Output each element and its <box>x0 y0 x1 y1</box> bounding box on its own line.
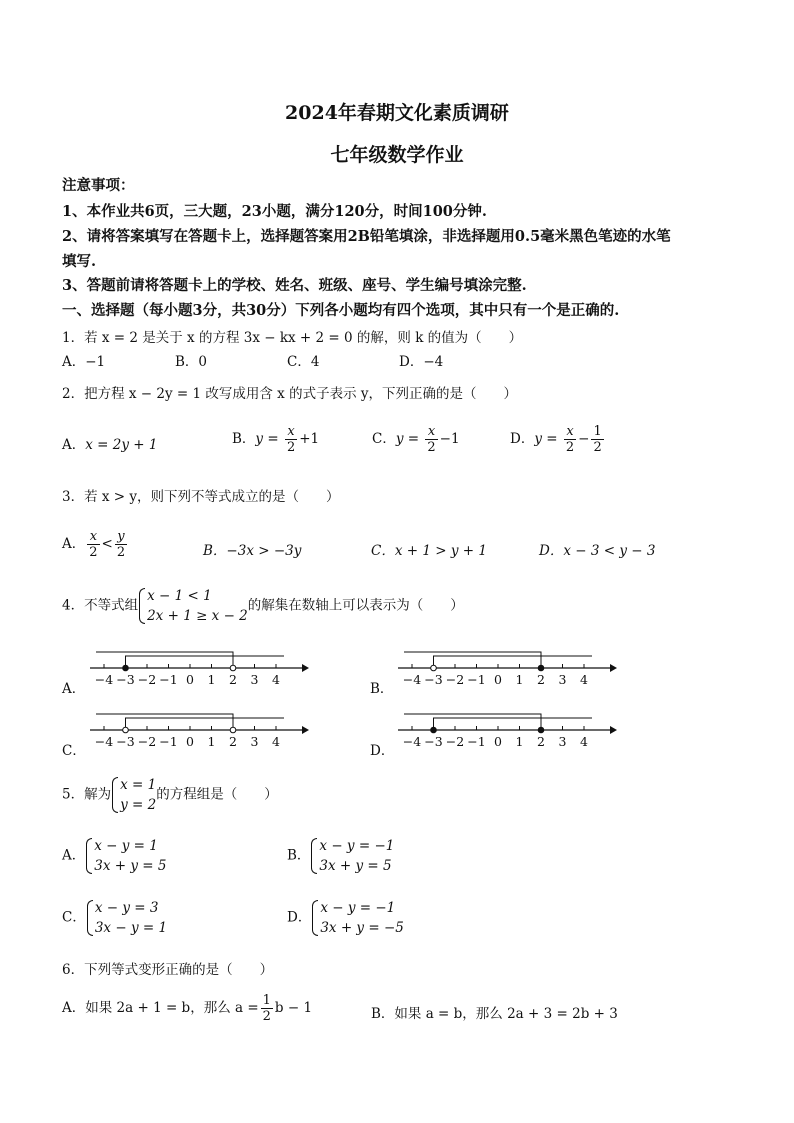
fraction: $\frac{x}{2}$ <box>89 529 98 560</box>
q5-option-b <box>287 836 394 876</box>
option-letter: D． <box>510 431 535 447</box>
stem-text: 4．不等式组 <box>62 597 139 614</box>
tick-label: 3 <box>558 734 567 749</box>
option-expression: A．如果 2a + 1 = b，那么 a = <box>62 1000 259 1016</box>
tick-label: 0 <box>494 672 502 687</box>
q2-option-b <box>232 424 319 455</box>
open-endpoint <box>230 727 236 733</box>
page-subtitle: 七年级数学作业 <box>330 144 464 166</box>
tick-label: −4 <box>402 672 422 687</box>
option-letter: B． <box>287 847 311 864</box>
number-line-b <box>396 648 618 694</box>
tick-label: 2 <box>229 672 237 687</box>
number-line-c <box>88 710 310 756</box>
question-1-stem: 1．若 x = 2 是关于 x 的方程 3x − kx + 2 = 0 的解，则 k 的值为（ ） <box>62 330 523 346</box>
equation-system: x − y = −1 3x + y = −5 <box>311 898 404 938</box>
question-6-stem: 6．下列等式变形正确的是（ ） <box>62 962 274 978</box>
tick-label: 2 <box>537 672 545 687</box>
q3-option-c: C．x + 1 > y + 1 <box>371 543 487 559</box>
tick-label: 4 <box>272 734 280 749</box>
tick-label: −3 <box>116 672 135 687</box>
question-5-stem <box>62 775 278 815</box>
tick-label: −4 <box>94 734 114 749</box>
tick-label: −4 <box>402 734 422 749</box>
solution-ray-left <box>404 652 541 668</box>
q5-option-a <box>62 836 166 876</box>
option-expression: b − 1 <box>274 1000 313 1016</box>
question-4-stem <box>62 586 464 626</box>
q1-option-a: A．−1 <box>62 354 106 370</box>
arrow-icon <box>302 726 309 734</box>
open-endpoint <box>123 727 129 733</box>
tick-label: 3 <box>558 672 567 687</box>
inequality-system: x − 1 < 1 2x + 1 ≥ x − 2 <box>138 586 248 626</box>
option-expression: y = <box>255 431 279 447</box>
fraction: $\frac{x}{2}$ <box>565 424 575 455</box>
fraction: $\frac{1}{2}$ <box>262 993 271 1024</box>
solution-ray-left <box>96 714 233 730</box>
q2-option-c <box>372 424 460 455</box>
section-heading: 一、选择题（每小题3分，共30分）下列各小题均有四个选项，其中只有一个是正确的. <box>62 302 620 319</box>
q3-option-d: D．x − 3 < y − 3 <box>539 543 656 559</box>
tick-label: −1 <box>467 734 486 749</box>
q3-option-a <box>62 529 129 560</box>
arrow-icon <box>610 726 617 734</box>
tick-label: 3 <box>250 672 259 687</box>
tick-label: 4 <box>272 672 280 687</box>
tick-label: −1 <box>159 734 178 749</box>
q1-option-c: C．4 <box>287 354 320 370</box>
q4-option-d-label: D． <box>370 743 395 759</box>
relation-sign: < <box>101 536 113 552</box>
solution-ray-left <box>96 652 233 668</box>
tick-label: −2 <box>137 672 157 687</box>
closed-endpoint <box>123 665 129 671</box>
tick-label: −2 <box>445 672 465 687</box>
option-expression: y = <box>395 431 420 447</box>
option-letter: A． <box>62 437 86 453</box>
q4-option-b-label: B． <box>370 681 394 697</box>
fraction: $\frac{1}{2}$ <box>593 424 602 455</box>
q1-option-b: B．0 <box>175 354 208 370</box>
solution-system: x = 1 y = 2 <box>111 775 156 815</box>
tick-label: −2 <box>137 734 157 749</box>
tick-label: −4 <box>94 672 114 687</box>
tick-label: 2 <box>229 734 237 749</box>
number-line-a <box>88 648 310 694</box>
q5-option-c <box>62 898 167 938</box>
open-endpoint <box>230 665 236 671</box>
tick-label: 3 <box>250 734 259 749</box>
page-title: 2024年春期文化素质调研 <box>285 102 509 124</box>
option-letter: A． <box>62 847 86 864</box>
tick-label: 0 <box>494 734 502 749</box>
tick-label: 1 <box>207 734 216 749</box>
solution-ray-right <box>434 718 593 730</box>
tick-label: 2 <box>537 734 545 749</box>
stem-text: 的解集在数轴上可以表示为（ ） <box>247 597 464 614</box>
equation-system: x − y = 3 3x − y = 1 <box>86 898 167 938</box>
option-letter: D． <box>287 909 312 926</box>
closed-endpoint <box>538 665 544 671</box>
arrow-icon <box>610 664 617 672</box>
tick-label: −1 <box>467 672 486 687</box>
q6-option-a <box>62 993 312 1024</box>
fraction: $\frac{x}{2}$ <box>427 424 436 455</box>
stem-text: 5．解为 <box>62 786 112 803</box>
notes-heading: 注意事项： <box>62 177 135 194</box>
note-item: 2、请将答案填写在答题卡上，选择题答案用2B铅笔填涂，非选择题用0.5毫米黑色笔迹的水笔 <box>62 228 671 245</box>
note-item: 3、答题前请将答题卡上的学校、姓名、班级、座号、学生编号填涂完整. <box>62 277 527 294</box>
q4-option-a-label: A． <box>62 681 86 697</box>
option-expression: − <box>578 431 590 447</box>
question-2-stem: 2．把方程 x − 2y = 1 改写成用含 x 的式子表示 y，下列正确的是（ ） <box>62 386 517 402</box>
q2-option-a <box>62 433 157 453</box>
question-3-stem: 3．若 x > y，则下列不等式成立的是（ ） <box>62 489 340 505</box>
tick-label: −3 <box>424 672 443 687</box>
solution-ray-right <box>126 656 285 668</box>
arrow-icon <box>302 664 309 672</box>
q4-option-c-label: C． <box>62 743 86 759</box>
tick-label: 1 <box>515 672 524 687</box>
number-line-d <box>396 710 618 756</box>
option-expression: +1 <box>299 431 320 447</box>
solution-ray-right <box>126 718 285 730</box>
equation-system: x − y = −1 3x + y = 5 <box>310 836 394 876</box>
option-expression: x = 2y + 1 <box>85 437 158 453</box>
closed-endpoint <box>431 727 437 733</box>
stem-text: 的方程组是（ ） <box>156 786 278 803</box>
tick-label: 1 <box>207 672 216 687</box>
open-endpoint <box>431 665 437 671</box>
tick-label: 0 <box>186 672 194 687</box>
equation-system: x − y = 1 3x + y = 5 <box>85 836 166 876</box>
q5-option-d <box>287 898 404 938</box>
tick-label: −1 <box>159 672 178 687</box>
closed-endpoint <box>538 727 544 733</box>
tick-label: 0 <box>186 734 194 749</box>
option-letter: C． <box>372 431 396 447</box>
note-item: 1、本作业共6页，三大题，23小题，满分120分，时间100分钟. <box>62 203 487 220</box>
option-letter: C． <box>62 909 86 926</box>
tick-label: 4 <box>580 734 588 749</box>
tick-label: −3 <box>116 734 135 749</box>
option-expression: −1 <box>439 431 460 447</box>
solution-ray-right <box>434 656 593 668</box>
note-item: 填写. <box>62 253 97 270</box>
fraction: $\frac{x}{2}$ <box>286 424 296 455</box>
q3-option-b: B．−3x > −3y <box>203 543 302 559</box>
tick-label: −2 <box>445 734 465 749</box>
q6-option-b: B．如果 a = b，那么 2a + 3 = 2b + 3 <box>371 1006 618 1022</box>
option-letter: B． <box>232 431 256 447</box>
tick-label: 4 <box>580 672 588 687</box>
option-expression: y = <box>534 431 558 447</box>
q1-option-d: D．−4 <box>399 354 444 370</box>
fraction: $\frac{y}{2}$ <box>116 529 126 560</box>
option-letter: A． <box>62 536 86 552</box>
tick-label: −3 <box>424 734 443 749</box>
tick-label: 1 <box>515 734 524 749</box>
solution-ray-left <box>404 714 541 730</box>
q2-option-d <box>510 424 606 455</box>
